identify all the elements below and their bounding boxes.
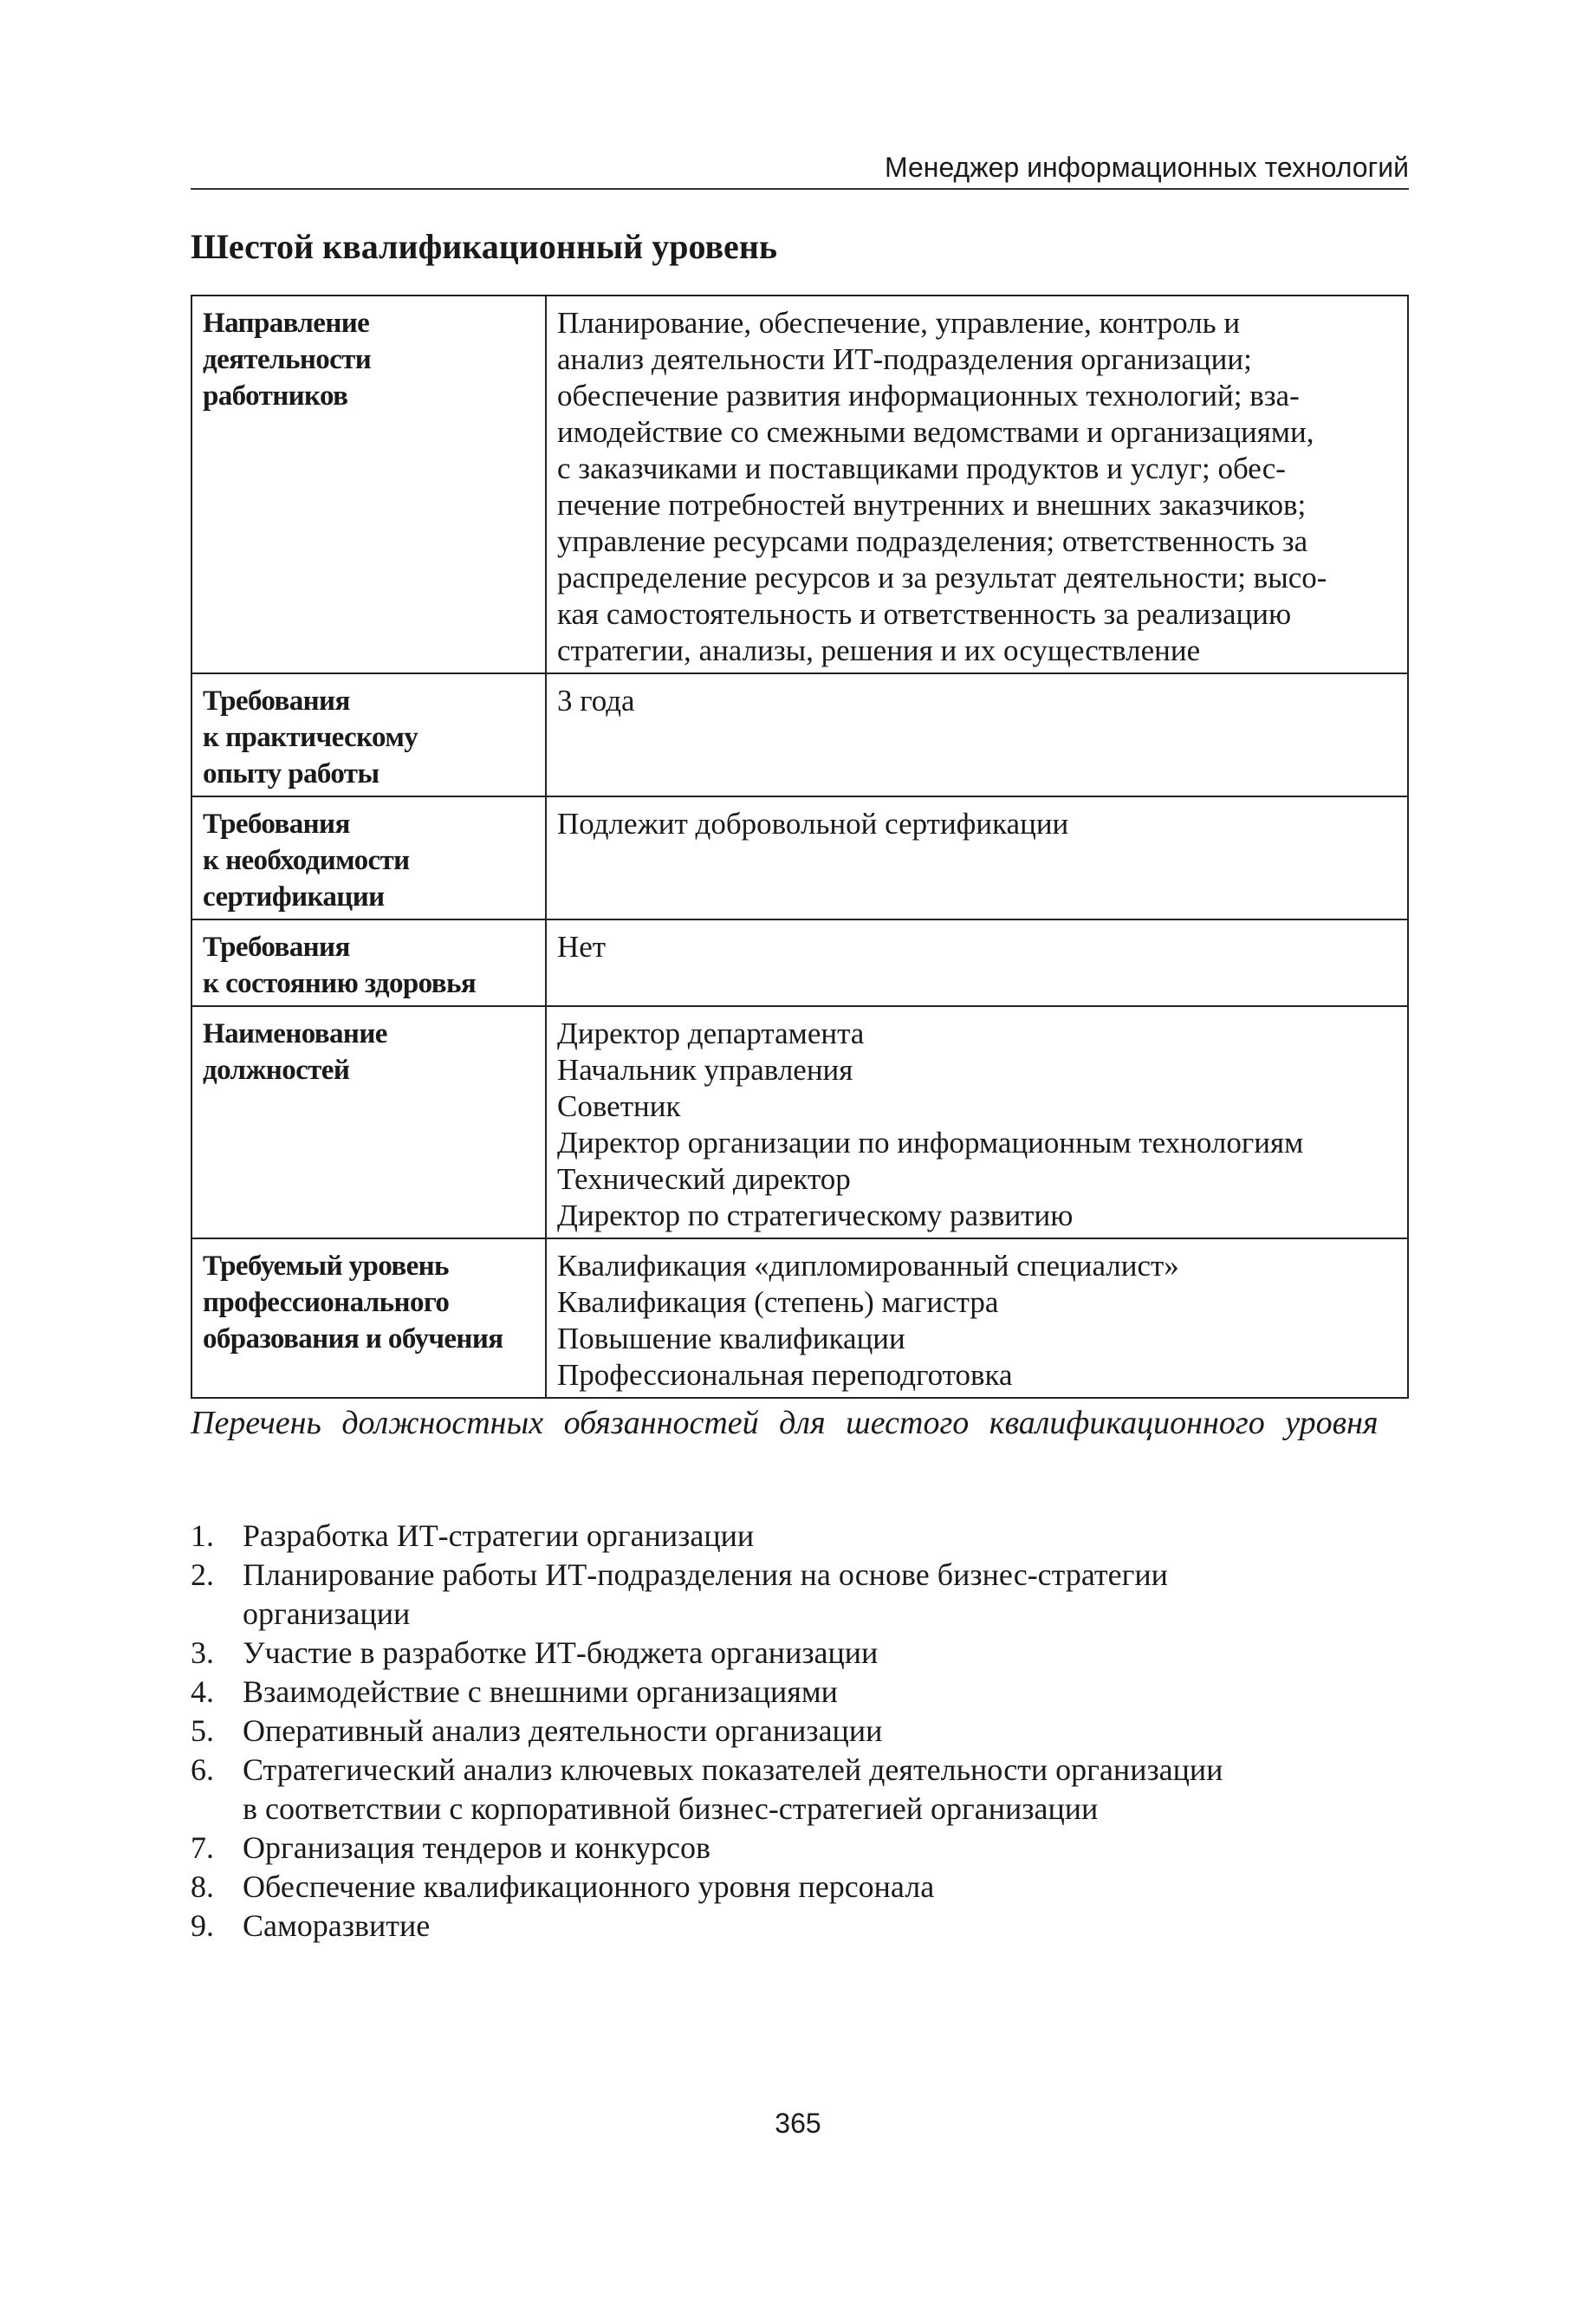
row-label: Требования к практическому опыту работы: [191, 673, 546, 796]
table-row: [191, 1238, 1408, 1398]
list-item-number: 1.: [191, 1518, 214, 1553]
list-item: [191, 1634, 1409, 1673]
list-item-text: Стратегический анализ ключевых показателей деятельности организации в соответствии с корпоративной бизнес-стратегией организации: [243, 1752, 1223, 1826]
list-item: [191, 1751, 1409, 1829]
row-value: Планирование, обеспечение, управление, контроль и анализ деятельности ИТ-подразделения организации; обеспечение развития информационных технологий; вза- имодействие со смежными ведомствами и организациями, с заказчиками и поставщиками продуктов и услуг; обес- печение потребностей внутренних и внешних заказчиков; управление ресурсами подразделения; ответственность за распределение ресурсов и за результат деятельности; высо- кая самостоятельность и ответственность за реализацию стратегии, анализы, решения и их осуществление: [546, 296, 1408, 673]
list-item-text: Обеспечение квалификационного уровня персонала: [243, 1869, 935, 1904]
list-item-text: Разработка ИТ-стратегии организации: [243, 1518, 755, 1553]
section-title: Шестой квалификационный уровень: [191, 227, 778, 266]
list-item-number: 7.: [191, 1830, 214, 1865]
row-value: Нет: [546, 919, 1408, 1006]
list-item: [191, 1517, 1409, 1556]
running-header: Менеджер информационных технологий: [884, 152, 1409, 183]
list-item-text: Планирование работы ИТ-подразделения на основе бизнес-стратегии организации: [243, 1557, 1168, 1631]
table-row: [191, 296, 1408, 673]
list-item: [191, 1868, 1409, 1907]
row-label: Требуемый уровень профессионального образования и обучения: [191, 1238, 546, 1398]
list-item-number: 3.: [191, 1635, 214, 1670]
list-item-text: Участие в разработке ИТ-бюджета организации: [243, 1635, 879, 1670]
row-value: Квалификация «дипломированный специалист» Квалификация (степень) магистра Повышение квалификации Профессиональная переподготовка: [546, 1238, 1408, 1398]
row-label: Наименование должностей: [191, 1006, 546, 1238]
list-item-number: 8.: [191, 1869, 214, 1904]
table-row: [191, 919, 1408, 1006]
table-row: [191, 1006, 1408, 1238]
list-item-number: 9.: [191, 1908, 214, 1943]
list-item-number: 5.: [191, 1713, 214, 1748]
row-label: Требования к необходимости сертификации: [191, 796, 546, 919]
list-item: [191, 1907, 1409, 1946]
list-item: [191, 1712, 1409, 1751]
list-item-text: Оперативный анализ деятельности организации: [243, 1713, 883, 1748]
duties-heading: Перечень должностных обязанностей для шестого квалификационного уровня: [191, 1405, 1379, 1441]
row-value: Директор департамента Начальник управления Советник Директор организации по информационным технологиям Технический директор Директор по стратегическому развитию: [546, 1006, 1408, 1238]
list-item-number: 4.: [191, 1674, 214, 1709]
row-label: Направление деятельности работников: [191, 296, 546, 673]
row-value: Подлежит добровольной сертификации: [546, 796, 1408, 919]
row-value: 3 года: [546, 673, 1408, 796]
page-number: 365: [775, 2108, 821, 2139]
table-row: [191, 673, 1408, 796]
table-row: [191, 796, 1408, 919]
list-item: [191, 1556, 1409, 1634]
list-item-number: 6.: [191, 1752, 214, 1787]
list-item-text: Саморазвитие: [243, 1908, 431, 1943]
row-label: Требования к состоянию здоровья: [191, 919, 546, 1006]
list-item-text: Взаимодействие с внешними организациями: [243, 1674, 838, 1709]
header-rule: [191, 188, 1409, 190]
list-item: [191, 1673, 1409, 1712]
list-item-text: Организация тендеров и конкурсов: [243, 1830, 710, 1865]
list-item: [191, 1829, 1409, 1868]
qualification-table: [191, 295, 1409, 1399]
duties-list: [191, 1517, 1409, 1946]
list-item-number: 2.: [191, 1557, 214, 1592]
